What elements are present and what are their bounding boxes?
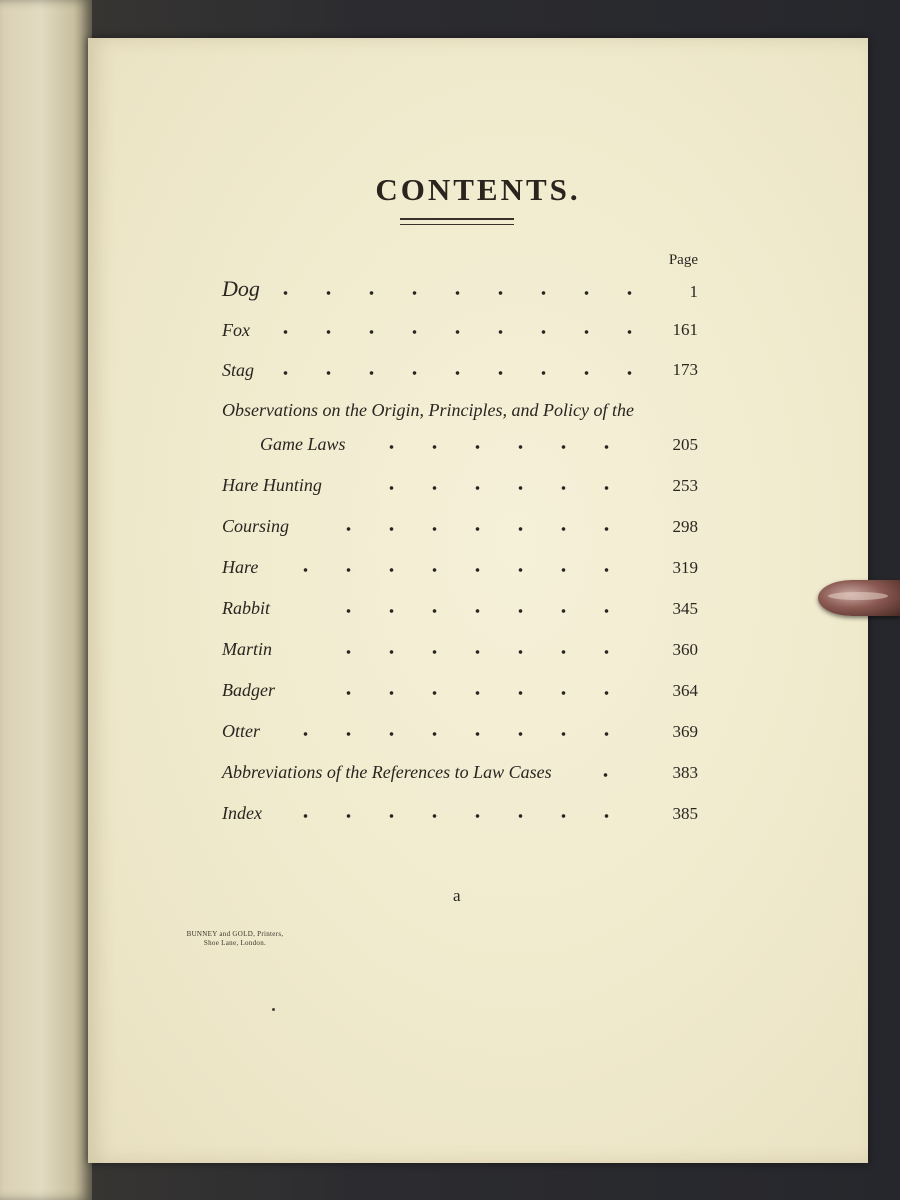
toc-entry-page: 173: [672, 360, 698, 379]
toc-entry-title: Badger: [222, 680, 275, 700]
book-page: [88, 38, 868, 1163]
toc-entry-page: 1: [689, 282, 698, 301]
toc-entry-title: Abbreviations of the References to Law Cases: [222, 762, 552, 782]
toc-entry-title: Otter: [222, 721, 260, 741]
imprint-line-1: BUNNEY and GOLD, Printers,: [186, 930, 284, 938]
toc-entry-title: Stag: [222, 360, 255, 380]
bookmark-clip: [818, 580, 900, 616]
dot-leader: [327, 524, 634, 534]
toc-entry-page: 369: [672, 722, 698, 741]
imprint-line-2: Shoe Lane, London.: [203, 939, 267, 947]
dot-leader: [264, 327, 634, 337]
printer-imprint: [160, 930, 310, 948]
dot-leader: [327, 688, 634, 698]
dot-leader: [284, 811, 634, 821]
dot-leader: [284, 729, 634, 739]
toc-entry-page: 319: [672, 558, 698, 577]
toc-entry-page: 298: [672, 517, 698, 536]
toc-entry-page: 205: [672, 435, 698, 454]
page-title: CONTENTS.: [375, 172, 581, 207]
dot-leader: [370, 483, 634, 493]
toc-entry-title: Rabbit: [222, 598, 270, 618]
dot-leader: [264, 288, 634, 298]
page-column-heading: Page: [668, 252, 698, 268]
toc-entry-title: Observations on the Origin, Principles, and Policy of the: [222, 400, 634, 420]
toc-entry-title: Coursing: [222, 516, 290, 536]
paper-speck: [272, 1008, 275, 1011]
dot-leader: [584, 770, 634, 780]
dot-leader: [264, 368, 634, 378]
dot-leader: [370, 442, 634, 452]
toc-entry-page: 345: [672, 599, 698, 618]
toc-entry-title: Martin: [222, 639, 273, 659]
dot-leader: [327, 647, 634, 657]
toc-entry-page: 364: [672, 681, 698, 700]
facing-page-edge: [0, 0, 92, 1200]
toc-entry-page: 161: [672, 320, 698, 339]
table-of-contents: [88, 38, 868, 1163]
dot-leader: [327, 606, 634, 616]
toc-entry-title: Dog: [222, 276, 260, 301]
toc-entry-title: Fox: [222, 320, 250, 340]
toc-entry-title: Index: [222, 803, 262, 823]
toc-entry-title: Hare Hunting: [222, 475, 322, 495]
toc-entry-title-continued: Game Laws: [260, 434, 346, 454]
toc-entry-title: Hare: [222, 557, 259, 577]
dot-leader: [284, 565, 634, 575]
toc-entry-page: 360: [672, 640, 698, 659]
toc-entry-page: 383: [672, 763, 698, 782]
toc-entry-page: 253: [672, 476, 698, 495]
toc-entry-page: 385: [672, 804, 698, 823]
signature-mark: a: [453, 886, 461, 905]
